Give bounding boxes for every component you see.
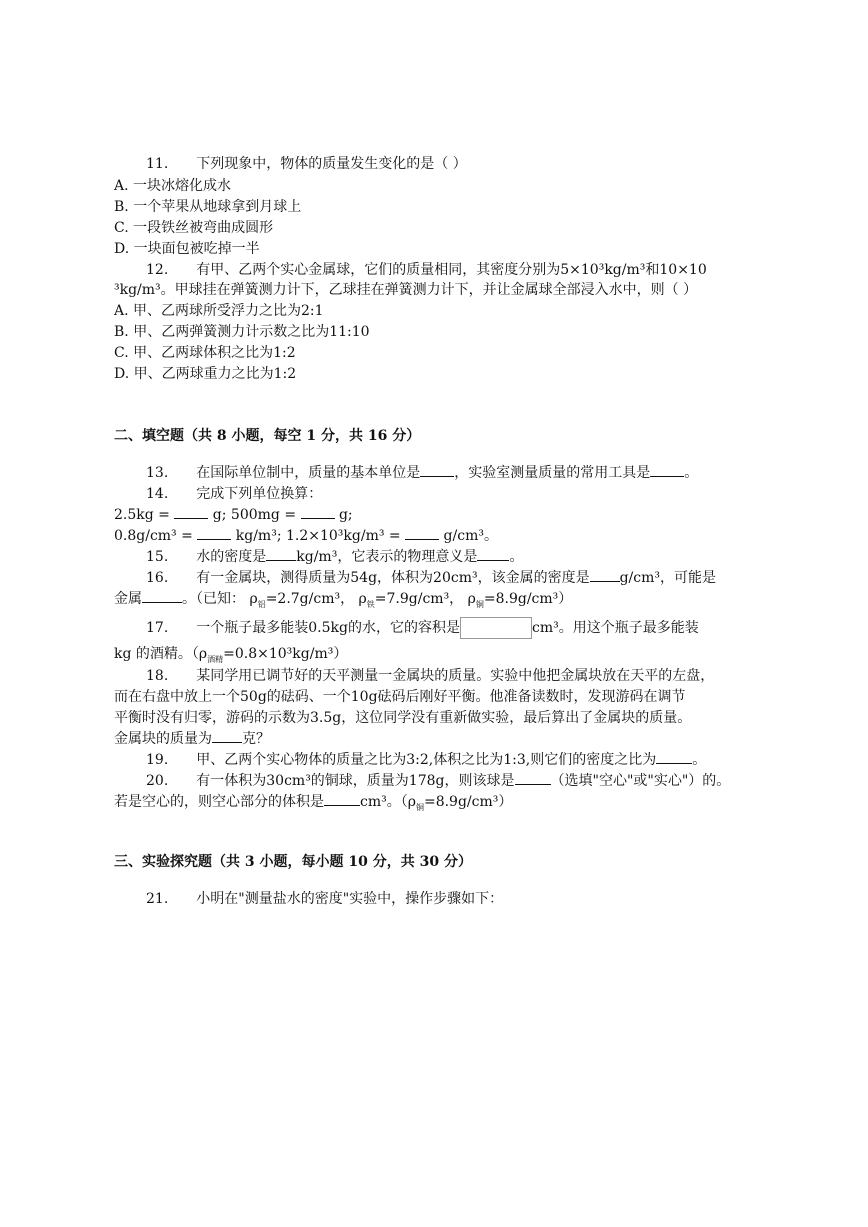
- answer-blank[interactable]: [301, 504, 335, 519]
- answer-blank[interactable]: [515, 770, 551, 785]
- question-19: 19. 甲、乙两个实心物体的质量之比为3:2,体积之比为1:3,则它们的密度之比为 。: [0, 749, 868, 771]
- question-12-option-c: C. 甲、乙两球体积之比为1:2: [114, 345, 296, 361]
- answer-blank[interactable]: [142, 588, 182, 603]
- question-14-row-2: 0.8g/cm³ = kg/m³; 1.2×10³kg/m³ = g/cm³。: [0, 525, 868, 547]
- question-12-option-a: A. 甲、乙两球所受浮力之比为2:1: [114, 303, 324, 319]
- question-11-option-d: D. 一块面包被吃掉一半: [114, 241, 260, 257]
- answer-blank[interactable]: [174, 504, 208, 519]
- answer-blank[interactable]: [266, 546, 296, 561]
- answer-blank[interactable]: [650, 462, 684, 477]
- question-21-stem: 21. 小明在"测量盐水的密度"实验中，操作步骤如下：: [146, 891, 504, 907]
- question-12-stem-line2: ³kg/m³。甲球挂在弹簧测力计下，乙球挂在弹簧测力计下，并让金属球全部浸入水中，则（ ）: [114, 282, 698, 298]
- answer-input-box[interactable]: [460, 617, 532, 639]
- section-2-heading: 二、填空题（共 8 小题，每空 1 分，共 16 分）: [114, 428, 421, 444]
- question-13: 13. 在国际单位制中，质量的基本单位是 ，实验室测量质量的常用工具是 。: [0, 462, 868, 484]
- question-14-row-1: 2.5kg = g; 500mg = g;: [0, 504, 868, 526]
- question-11-stem: 11. 下列现象中，物体的质量发生变化的是（ ）: [146, 156, 467, 172]
- question-15: 15. 水的密度是 kg/m³，它表示的物理意义是 。: [0, 546, 868, 568]
- answer-blank[interactable]: [420, 462, 454, 477]
- answer-blank[interactable]: [590, 567, 620, 582]
- question-12-option-d: D. 甲、乙两球重力之比为1:2: [114, 366, 297, 382]
- question-20-line1: 20. 有一体积为30cm³的铜球，质量为178g，则该球是 （选填"空心"或"实心"）的。: [0, 770, 868, 792]
- answer-blank[interactable]: [197, 525, 231, 540]
- question-20-line2: 若是空心的，则空心部分的体积是 cm³。$(\rho_铜=8.9g/cm^3)$: [0, 791, 868, 813]
- question-18-line4: 金属块的质量为 克？: [0, 728, 868, 750]
- section-3-heading: 三、实验探究题（共 3 小题，每小题 10 分，共 30 分）: [114, 854, 472, 870]
- question-18-line3: 平衡时没有归零，游码的示数为3.5g，这位同学没有重新做实验，最后算出了金属块的质量。: [114, 710, 692, 726]
- question-17-line1: 17. 一个瓶子最多能装0.5kg的水，它的容积是 cm³。用这个瓶子最多能装: [0, 617, 868, 639]
- question-11-option-a: A. 一块冰熔化成水: [114, 178, 232, 194]
- question-17-line2: kg 的酒精。$(\rho_{酒精}=0.8\times 10^3kg/m^3)$: [114, 646, 348, 664]
- question-14-stem: 14. 完成下列单位换算：: [146, 486, 323, 502]
- question-18-line2: 而在右盘中放上一个50g的砝码、一个10g砝码后刚好平衡。他准备读数时，发现游码在调节: [114, 689, 686, 705]
- question-11-option-c: C. 一段铁丝被弯曲成圆形: [114, 220, 274, 236]
- question-12-option-b: B. 甲、乙两弹簧测力计示数之比为11:10: [114, 324, 370, 340]
- answer-blank[interactable]: [477, 546, 509, 561]
- question-12-stem-line1: 12. 有甲、乙两个实心金属球，它们的质量相同，其密度分别为5×10³kg/m³和10×10: [146, 262, 707, 278]
- question-16-line1: 16. 有一金属块，测得质量为54g，体积为20cm³，该金属的密度是 g/cm³，可能是: [0, 567, 868, 589]
- answer-blank[interactable]: [405, 525, 439, 540]
- question-11-option-b: B. 一个苹果从地球拿到月球上: [114, 199, 302, 215]
- question-18-line1: 18. 某同学用已调节好的天平测量一金属块的质量。实验中他把金属块放在天平的左盘，: [146, 668, 715, 684]
- answer-blank[interactable]: [656, 749, 692, 764]
- question-16-line2: 金属 。（已知： $\rho_铝=2.7g$/cm³， $\rho_铁=7.9g$/cm³， $\rho_铜=8.9g/cm^3$）: [0, 588, 868, 610]
- answer-blank[interactable]: [212, 728, 242, 743]
- answer-blank[interactable]: [324, 791, 360, 806]
